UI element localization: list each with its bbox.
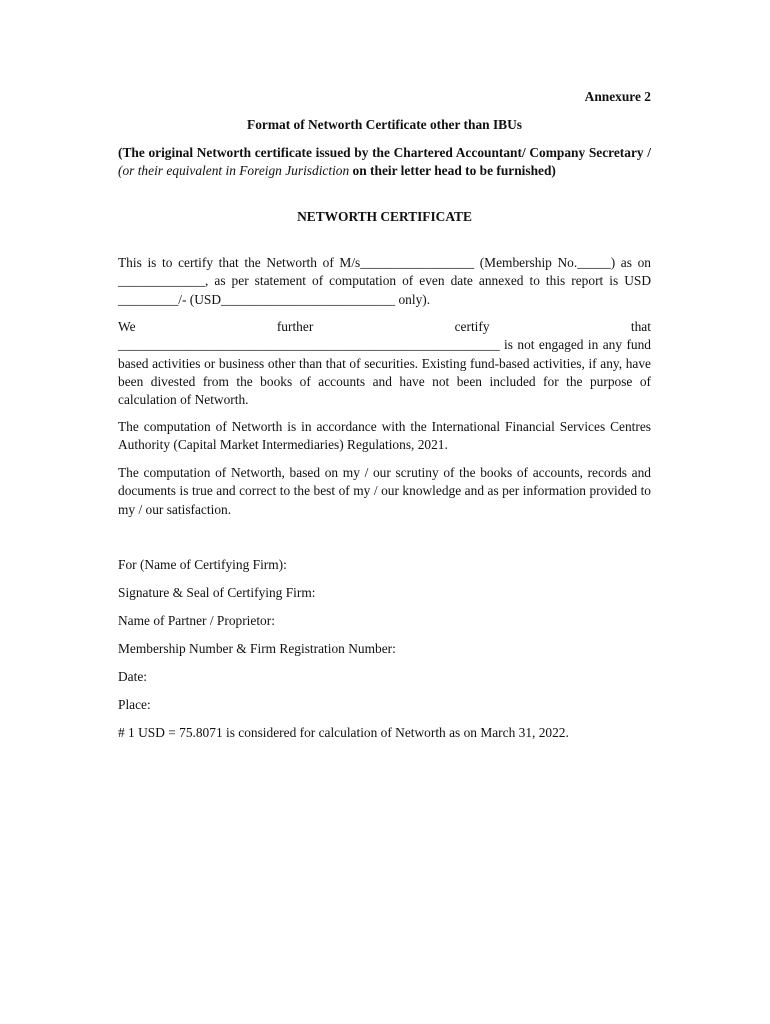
partner-name-line: Name of Partner / Proprietor: [118, 613, 275, 628]
certificate-title: NETWORTH CERTIFICATE [297, 209, 472, 224]
paragraph-regulations: The computation of Networth is in accordance with the International Financial Services Centres Authority (Capital Market Intermediaries) Regulations, 2021. [118, 419, 651, 453]
subtitle-note [118, 144, 651, 181]
word: We [118, 319, 136, 334]
paragraph-certify-networth: This is to certify that the Networth of M/s_________________ (Membership No._____) as on _____________, as per statement of computation of even date annexed to this report is USD _________/- (USD__________________________ only). [118, 255, 651, 307]
paragraph-not-engaged [118, 318, 651, 409]
membership-number-line: Membership Number & Firm Registration Number: [118, 641, 396, 656]
format-title: Format of Networth Certificate other than IBUs [247, 117, 522, 132]
exchange-rate-footnote: # 1 USD = 75.8071 is considered for calculation of Networth as on March 31, 2022. [118, 725, 569, 740]
certifying-firm-line: For (Name of Certifying Firm): [118, 557, 287, 572]
place-line: Place: [118, 697, 151, 712]
word: certify [454, 319, 490, 334]
subtitle-bold-part-1: (The original Networth certificate issued by the Chartered Accountant/ Company Secretary / [118, 145, 651, 160]
date-line: Date: [118, 669, 147, 684]
annexure-label: Annexure 2 [584, 89, 651, 104]
paragraph-rest: _________________________________________________________ is not engaged in any fund based activities or business other than that of securities. Existing fund-based activities, if any, have been divested from the books of accounts and have not been included for the purpose of calculation of Networth. [118, 337, 651, 408]
word: further [276, 319, 314, 334]
signature-seal-line: Signature & Seal of Certifying Firm: [118, 585, 316, 600]
subtitle-italic-part: (or their equivalent in Foreign Jurisdiction [118, 163, 350, 179]
subtitle-bold-part-2: on their letter head to be furnished) [349, 163, 556, 179]
word: that [630, 319, 651, 334]
paragraph-scrutiny: The computation of Networth, based on my / our scrutiny of the books of accounts, records and documents is true and correct to the best of my / our knowledge and as per information provided to my / our satisfaction. [118, 465, 651, 517]
justified-first-line [118, 318, 651, 336]
